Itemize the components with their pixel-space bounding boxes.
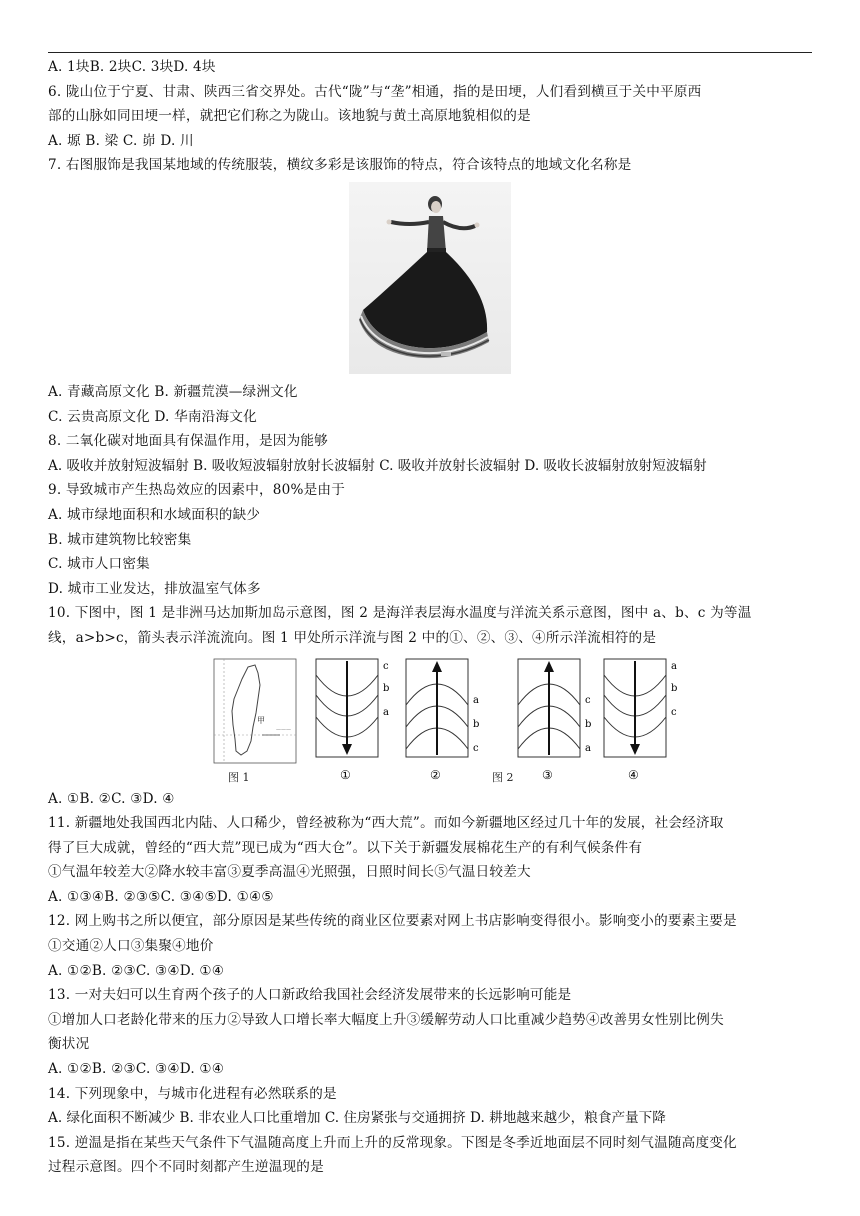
q9-option-c: C. 城市人口密集 (48, 556, 150, 573)
costume-photo (349, 182, 511, 374)
ocean-current-diagram (48, 655, 812, 785)
q12-options: A. ①②B. ②③C. ③④D. ①④ (48, 962, 225, 979)
q7-options-line2: C. 云贵高原文化 D. 华南沿海文化 (48, 408, 257, 425)
q13-stem: 13. 一对夫妇可以生育两个孩子的人口新政给我国社会经济发展带来的长远影响可能是 (48, 987, 572, 1004)
fig1-caption: 图 1 (228, 770, 250, 784)
svg-text:———: ——— (276, 726, 291, 733)
panel-2 (406, 659, 479, 782)
panel2-label-c: c (473, 742, 479, 754)
q6-stem-line2: 部的山脉如同田埂一样，就把它们称之为陇山。该地貌与黄土高原地貌相似的是 (48, 108, 531, 125)
q13-items-line2: 衡状况 (48, 1036, 90, 1053)
panel-3 (518, 659, 591, 782)
q11-items: ①气温年较差大②降水较丰富③夏季高温④光照强，日照时间长⑤气温日较差大 (48, 864, 531, 881)
fig2-caption: 图 2 (492, 770, 514, 784)
q11-stem-line1: 11. 新疆地处我国西北内陆、人口稀少，曾经被称为“西大荒”。而如今新疆地区经过几十年的发展，社会经济取 (48, 815, 724, 832)
q9-stem: 9. 导致城市产生热岛效应的因素中，80%是由于 (48, 482, 345, 499)
q7-photo-container (48, 182, 812, 374)
q15-stem-line1: 15. 逆温是指在某些天气条件下气温随高度上升而上升的反常现象。下图是冬季近地面层不同时刻气温随高度变化 (48, 1134, 737, 1151)
panel4-number: ④ (628, 767, 639, 782)
fig1-mark: 甲 (257, 715, 265, 725)
q7-options-line1: A. 青藏高原文化 B. 新疆荒漠—绿洲文化 (48, 383, 298, 400)
q12-items: ①交通②人口③集聚④地价 (48, 938, 214, 955)
panel1-number: ① (340, 767, 351, 782)
q9-option-d: D. 城市工业发达，排放温室气体多 (48, 580, 261, 597)
panel4-label-a: a (671, 660, 677, 672)
q8-stem: 8. 二氧化碳对地面具有保温作用，是因为能够 (48, 433, 328, 450)
panel1-label-c: c (383, 660, 389, 672)
q14-stem: 14. 下列现象中，与城市化进程有必然联系的是 (48, 1085, 337, 1102)
panel2-label-a: a (473, 694, 479, 706)
panel1-label-a: a (383, 706, 389, 718)
panel3-label-b: b (585, 718, 592, 730)
q10-options: A. ①B. ②C. ③D. ④ (48, 790, 175, 807)
q6-stem-line1: 6. 陇山位于宁夏、甘肃、陕西三省交界处。古代“陇”与“垄”相通，指的是田埂，人们看到横亘于关中平原西 (48, 83, 702, 100)
q13-options: A. ①②B. ②③C. ③④D. ①④ (48, 1061, 225, 1078)
panel1-label-b: b (383, 682, 390, 694)
panel-4 (604, 659, 677, 782)
q11-stem-line2: 得了巨大成就，曾经的“西大荒”现已成为“西大仓”。以下关于新疆发展棉花生产的有利气候条件有 (48, 839, 643, 856)
panel2-label-b: b (473, 718, 480, 730)
q9-option-a: A. 城市绿地面积和水域面积的缺少 (48, 506, 261, 523)
q8-options: A. 吸收并放射短波辐射 B. 吸收短波辐射放射长波辐射 C. 吸收并放射长波辐射 D. 吸收长波辐射放射短波辐射 (48, 457, 707, 474)
panel2-number: ② (430, 767, 441, 782)
panel4-label-c: c (671, 706, 677, 718)
panel3-label-a: a (585, 742, 591, 754)
header-rule (48, 52, 812, 53)
q11-options: A. ①③④B. ②③⑤C. ③④⑤D. ①④⑤ (48, 888, 274, 905)
q7-stem: 7. 右图服饰是我国某地域的传统服装，横纹多彩是该服饰的特点，符合该特点的地域文化名称是 (48, 157, 632, 174)
panel-1 (316, 659, 389, 782)
q6-options: A. 塬 B. 梁 C. 峁 D. 川 (48, 132, 194, 149)
q10-stem-line2: 线，a>b>c，箭头表示洋流流向。图 1 甲处所示洋流与图 2 中的①、②、③、④所示洋流相符的是 (48, 629, 657, 646)
q15-stem-line2: 过程示意图。四个不同时刻都产生逆温现的是 (48, 1159, 324, 1176)
q10-figures (48, 655, 812, 785)
q14-options: A. 绿化面积不断减少 B. 非农业人口比重增加 C. 住房紧张与交通拥挤 D. 耕地越来越少，粮食产量下降 (48, 1110, 666, 1127)
q13-items-line1: ①增加人口老龄化带来的压力②导致人口增长率大幅度上升③缓解劳动人口比重减少趋势④改善男女性别比例失 (48, 1011, 724, 1028)
q9-option-b: B. 城市建筑物比较密集 (48, 531, 192, 548)
exam-page (48, 55, 812, 1180)
q10-stem-line1: 10. 下图中，图 1 是非洲马达加斯加岛示意图，图 2 是海洋表层海水温度与洋流关系示意图，图中 a、b、c 为等温 (48, 605, 752, 622)
fig1-map (214, 659, 296, 763)
panel4-label-b: b (671, 682, 678, 694)
dancer-illustration (349, 182, 511, 374)
q5-options: A. 1块B. 2块C. 3块D. 4块 (48, 59, 216, 75)
panel3-label-c: c (585, 694, 591, 706)
q12-stem: 12. 网上购书之所以便宜，部分原因是某些传统的商业区位要素对网上书店影响变得很小。影响变小的要素主要是 (48, 913, 737, 930)
panel3-number: ③ (542, 767, 553, 782)
